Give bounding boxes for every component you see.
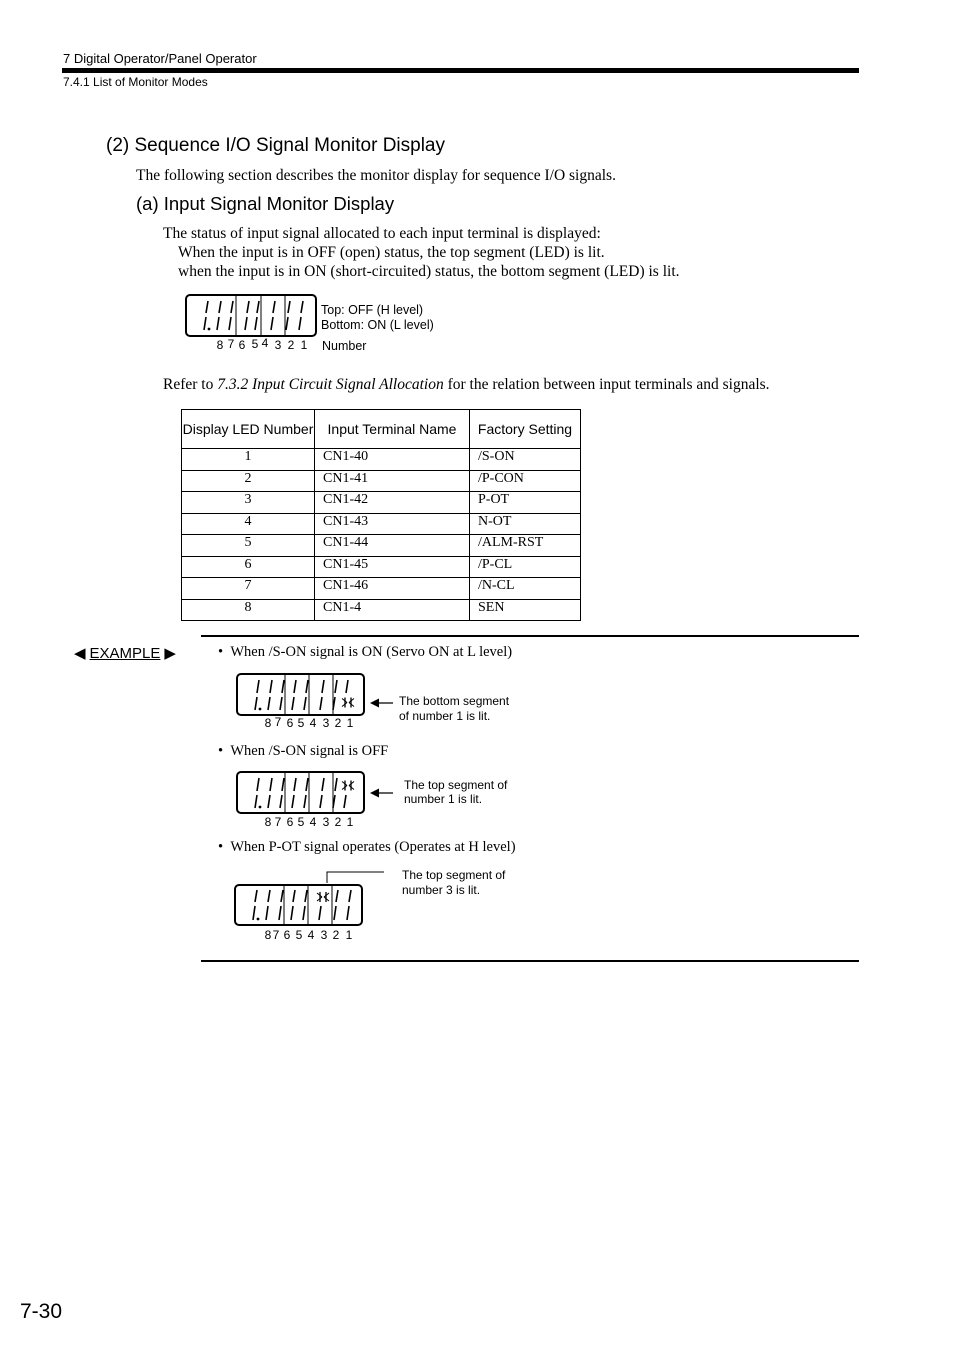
led-dot bbox=[259, 806, 262, 809]
led-display-frame bbox=[235, 885, 362, 925]
led-segments bbox=[253, 890, 351, 920]
digit-label: 5 bbox=[297, 815, 305, 829]
bullet-text: When /S-ON signal is ON (Servo ON at L level) bbox=[230, 644, 513, 660]
led-segment bbox=[204, 317, 206, 330]
bullet-text: When P-OT signal operates (Operates at H level) bbox=[230, 839, 516, 855]
status-line-2: When the input is in OFF (open) status, the top segment (LED) is lit. bbox=[178, 244, 605, 261]
digit-label: 3 bbox=[322, 815, 330, 829]
header-chapter: 7 Digital Operator/Panel Operator bbox=[63, 51, 257, 66]
digit-label: 5 bbox=[295, 928, 303, 942]
led-segment bbox=[270, 778, 272, 791]
led-segment bbox=[247, 301, 249, 313]
led-segment bbox=[279, 906, 281, 920]
led-segment bbox=[206, 301, 208, 313]
led-segment bbox=[280, 795, 282, 808]
led-segment bbox=[255, 317, 257, 330]
example-badge bbox=[74, 644, 176, 662]
table-row bbox=[182, 578, 581, 600]
led-segment bbox=[253, 906, 255, 920]
digit-label: 5 bbox=[251, 337, 259, 351]
digit-label: 1 bbox=[300, 338, 308, 352]
led-segment bbox=[303, 906, 305, 920]
led-display-frame bbox=[237, 674, 364, 715]
example-led-figure-2 bbox=[230, 766, 530, 832]
table-cell: N-OT bbox=[470, 513, 581, 535]
header-display-led-number: Display LED Number bbox=[182, 410, 315, 449]
table-cell: 8 bbox=[182, 599, 315, 621]
example-bullet-1: • When /S-ON signal is ON (Servo ON at L level) bbox=[218, 644, 513, 660]
led-digit-labels bbox=[265, 715, 354, 730]
led-segment bbox=[255, 890, 257, 902]
header-input-terminal-name: Input Terminal Name bbox=[315, 410, 470, 449]
led-segment bbox=[255, 697, 257, 710]
led-segments bbox=[204, 301, 303, 330]
digit-label: 4 bbox=[309, 716, 317, 730]
table-cell: /N-CL bbox=[470, 578, 581, 600]
led-segment bbox=[306, 680, 308, 693]
led-segment bbox=[347, 906, 349, 920]
table-body bbox=[182, 449, 581, 621]
table-cell: /ALM-RST bbox=[470, 535, 581, 557]
digit-label: 2 bbox=[334, 815, 342, 829]
led-dot bbox=[259, 708, 262, 711]
digit-label: 7 bbox=[274, 715, 282, 729]
led-digit-labels bbox=[265, 815, 354, 829]
led-segment bbox=[334, 906, 336, 920]
led-segment bbox=[346, 680, 348, 693]
table-cell: CN1-45 bbox=[315, 556, 470, 578]
header-factory-setting: Factory Setting bbox=[470, 410, 581, 449]
header-section: 7.4.1 List of Monitor Modes bbox=[63, 75, 208, 89]
example-note-line-2: number 1 is lit. bbox=[404, 792, 483, 806]
led-segment bbox=[257, 301, 259, 313]
digit-label: 8 bbox=[264, 716, 272, 730]
table-cell: SEN bbox=[470, 599, 581, 621]
led-segment bbox=[349, 890, 351, 902]
legend-top: Top: OFF (H level) bbox=[321, 303, 424, 317]
led-segment bbox=[335, 778, 337, 791]
triangle-left-icon: ◀ bbox=[74, 645, 86, 662]
led-segment bbox=[292, 795, 294, 808]
led-segment bbox=[217, 317, 219, 330]
table-cell: CN1-43 bbox=[315, 513, 470, 535]
led-display-frame bbox=[186, 295, 316, 336]
digit-label: 3 bbox=[320, 928, 328, 942]
table-row bbox=[182, 492, 581, 514]
led-segment bbox=[268, 697, 270, 710]
digit-label: 5 bbox=[297, 716, 305, 730]
led-segment bbox=[270, 680, 272, 693]
table-cell: 5 bbox=[182, 535, 315, 557]
example-bullet-2: • When /S-ON signal is OFF bbox=[218, 743, 389, 759]
digit-label: 7 bbox=[274, 815, 282, 829]
digit-label: 6 bbox=[238, 338, 246, 352]
digit-label: 6 bbox=[283, 928, 291, 942]
led-segment bbox=[257, 680, 259, 693]
digit-label: 3 bbox=[274, 338, 282, 352]
led-segment bbox=[293, 890, 295, 902]
digit-label: 1 bbox=[346, 815, 354, 829]
led-segment bbox=[344, 795, 346, 808]
led-segment bbox=[319, 906, 321, 920]
status-line-1: The status of input signal allocated to each input terminal is displayed: bbox=[163, 225, 601, 242]
led-segment bbox=[255, 795, 257, 808]
table-cell: CN1-42 bbox=[315, 492, 470, 514]
table-cell: 7 bbox=[182, 578, 315, 600]
led-segment bbox=[257, 778, 259, 791]
example-note-line-2: number 3 is lit. bbox=[402, 883, 481, 897]
digit-label: 4 bbox=[309, 815, 317, 829]
table-row bbox=[182, 599, 581, 621]
led-segment bbox=[336, 890, 338, 902]
led-segment bbox=[320, 795, 322, 808]
table-row bbox=[182, 449, 581, 471]
example-note-line-1: The top segment of bbox=[404, 778, 508, 792]
arrow-head-icon bbox=[370, 699, 379, 708]
table-cell: P-OT bbox=[470, 492, 581, 514]
table-cell: 4 bbox=[182, 513, 315, 535]
example-label: EXAMPLE bbox=[89, 645, 161, 662]
table-cell: /P-CON bbox=[470, 470, 581, 492]
led-segments bbox=[255, 778, 354, 808]
led-digit-labels bbox=[265, 928, 353, 942]
digit-label: 1 bbox=[346, 716, 354, 730]
led-segment bbox=[294, 778, 296, 791]
digit-label: 6 bbox=[286, 815, 294, 829]
led-segment bbox=[291, 906, 293, 920]
digit-label: 7 bbox=[272, 928, 280, 942]
table-cell: CN1-40 bbox=[315, 449, 470, 471]
table-cell: CN1-46 bbox=[315, 578, 470, 600]
digit-label: 2 bbox=[334, 716, 342, 730]
refer-text bbox=[163, 375, 770, 394]
led-segment bbox=[305, 890, 307, 902]
example-note-line-1: The top segment of bbox=[402, 868, 506, 882]
led-segment bbox=[301, 301, 303, 313]
led-segment bbox=[294, 680, 296, 693]
example-top-rule bbox=[201, 635, 859, 637]
refer-suffix: for the relation between input terminals and signals. bbox=[443, 376, 770, 393]
example-bullet-3: • When P-OT signal operates (Operates at H level) bbox=[218, 839, 516, 855]
digit-label: 8 bbox=[264, 928, 272, 942]
led-segment bbox=[299, 317, 301, 330]
table-row bbox=[182, 470, 581, 492]
digit-label: 8 bbox=[216, 338, 224, 352]
arrow-head-icon bbox=[370, 789, 379, 798]
table-cell: /P-CL bbox=[470, 556, 581, 578]
led-segment bbox=[229, 317, 231, 330]
led-segment bbox=[266, 906, 268, 920]
digit-label: 8 bbox=[264, 815, 272, 829]
table-cell: 1 bbox=[182, 449, 315, 471]
example-bottom-rule bbox=[201, 960, 859, 962]
led-segment bbox=[322, 680, 324, 693]
led-segment bbox=[306, 778, 308, 791]
table-header-row bbox=[182, 410, 581, 449]
table-cell: 6 bbox=[182, 556, 315, 578]
refer-link-text: 7.3.2 Input Circuit Signal Allocation bbox=[217, 376, 444, 393]
table-row bbox=[182, 556, 581, 578]
led-segment bbox=[282, 778, 284, 791]
table-cell: 3 bbox=[182, 492, 315, 514]
bullet-text: When /S-ON signal is OFF bbox=[230, 743, 389, 759]
subsection-title: (a) Input Signal Monitor Display bbox=[136, 193, 395, 214]
pointer-leader-line bbox=[327, 872, 384, 883]
status-line-3: when the input is in ON (short-circuited) status, the bottom segment (LED) is lit. bbox=[178, 263, 680, 280]
digit-label: 7 bbox=[227, 337, 235, 351]
led-segment bbox=[219, 301, 221, 313]
table-cell: /S-ON bbox=[470, 449, 581, 471]
led-segment bbox=[280, 697, 282, 710]
digit-label: 2 bbox=[287, 338, 295, 352]
section-title: (2) Sequence I/O Signal Monitor Display bbox=[106, 135, 445, 156]
example-led-figure-1 bbox=[230, 668, 530, 734]
led-dot bbox=[208, 328, 211, 331]
header-rule bbox=[62, 68, 859, 73]
led-segment bbox=[268, 795, 270, 808]
led-segment bbox=[245, 317, 247, 330]
digit-label: 1 bbox=[345, 928, 353, 942]
intro-text: The following section describes the monitor display for sequence I/O signals. bbox=[136, 167, 616, 184]
input-signal-table bbox=[181, 409, 581, 621]
led-segment bbox=[281, 890, 283, 902]
digit-label: 4 bbox=[307, 928, 315, 942]
led-segment bbox=[304, 795, 306, 808]
example-note-line-1: The bottom segment bbox=[399, 694, 510, 708]
example-note-line-2: of number 1 is lit. bbox=[399, 709, 491, 723]
led-segment bbox=[231, 301, 233, 313]
table-cell: CN1-44 bbox=[315, 535, 470, 557]
led-segment bbox=[288, 301, 290, 313]
number-label: Number bbox=[322, 339, 367, 353]
digit-label: 2 bbox=[332, 928, 340, 942]
table-row bbox=[182, 535, 581, 557]
legend-bottom: Bottom: ON (L level) bbox=[321, 318, 434, 332]
led-segment bbox=[335, 680, 337, 693]
led-digit-labels bbox=[217, 336, 308, 352]
led-segment bbox=[286, 317, 288, 330]
page-number: 7-30 bbox=[20, 1300, 63, 1323]
led-segments bbox=[255, 680, 354, 710]
table-cell: 2 bbox=[182, 470, 315, 492]
triangle-right-icon: ▶ bbox=[164, 645, 176, 662]
led-segment bbox=[271, 317, 273, 330]
led-segment bbox=[292, 697, 294, 710]
digit-label: 6 bbox=[286, 716, 294, 730]
led-segment bbox=[322, 778, 324, 791]
led-segment bbox=[268, 890, 270, 902]
table-cell: CN1-4 bbox=[315, 599, 470, 621]
digit-label: 4 bbox=[261, 336, 269, 350]
table-cell: CN1-41 bbox=[315, 470, 470, 492]
led-display-figure bbox=[180, 290, 450, 360]
led-segment bbox=[304, 697, 306, 710]
led-segment bbox=[320, 697, 322, 710]
led-dot bbox=[257, 918, 260, 921]
example-led-figure-3 bbox=[230, 866, 530, 946]
refer-prefix: Refer to bbox=[163, 376, 218, 393]
digit-label: 3 bbox=[322, 716, 330, 730]
led-segment bbox=[273, 301, 275, 313]
led-segment bbox=[282, 680, 284, 693]
table-row bbox=[182, 513, 581, 535]
